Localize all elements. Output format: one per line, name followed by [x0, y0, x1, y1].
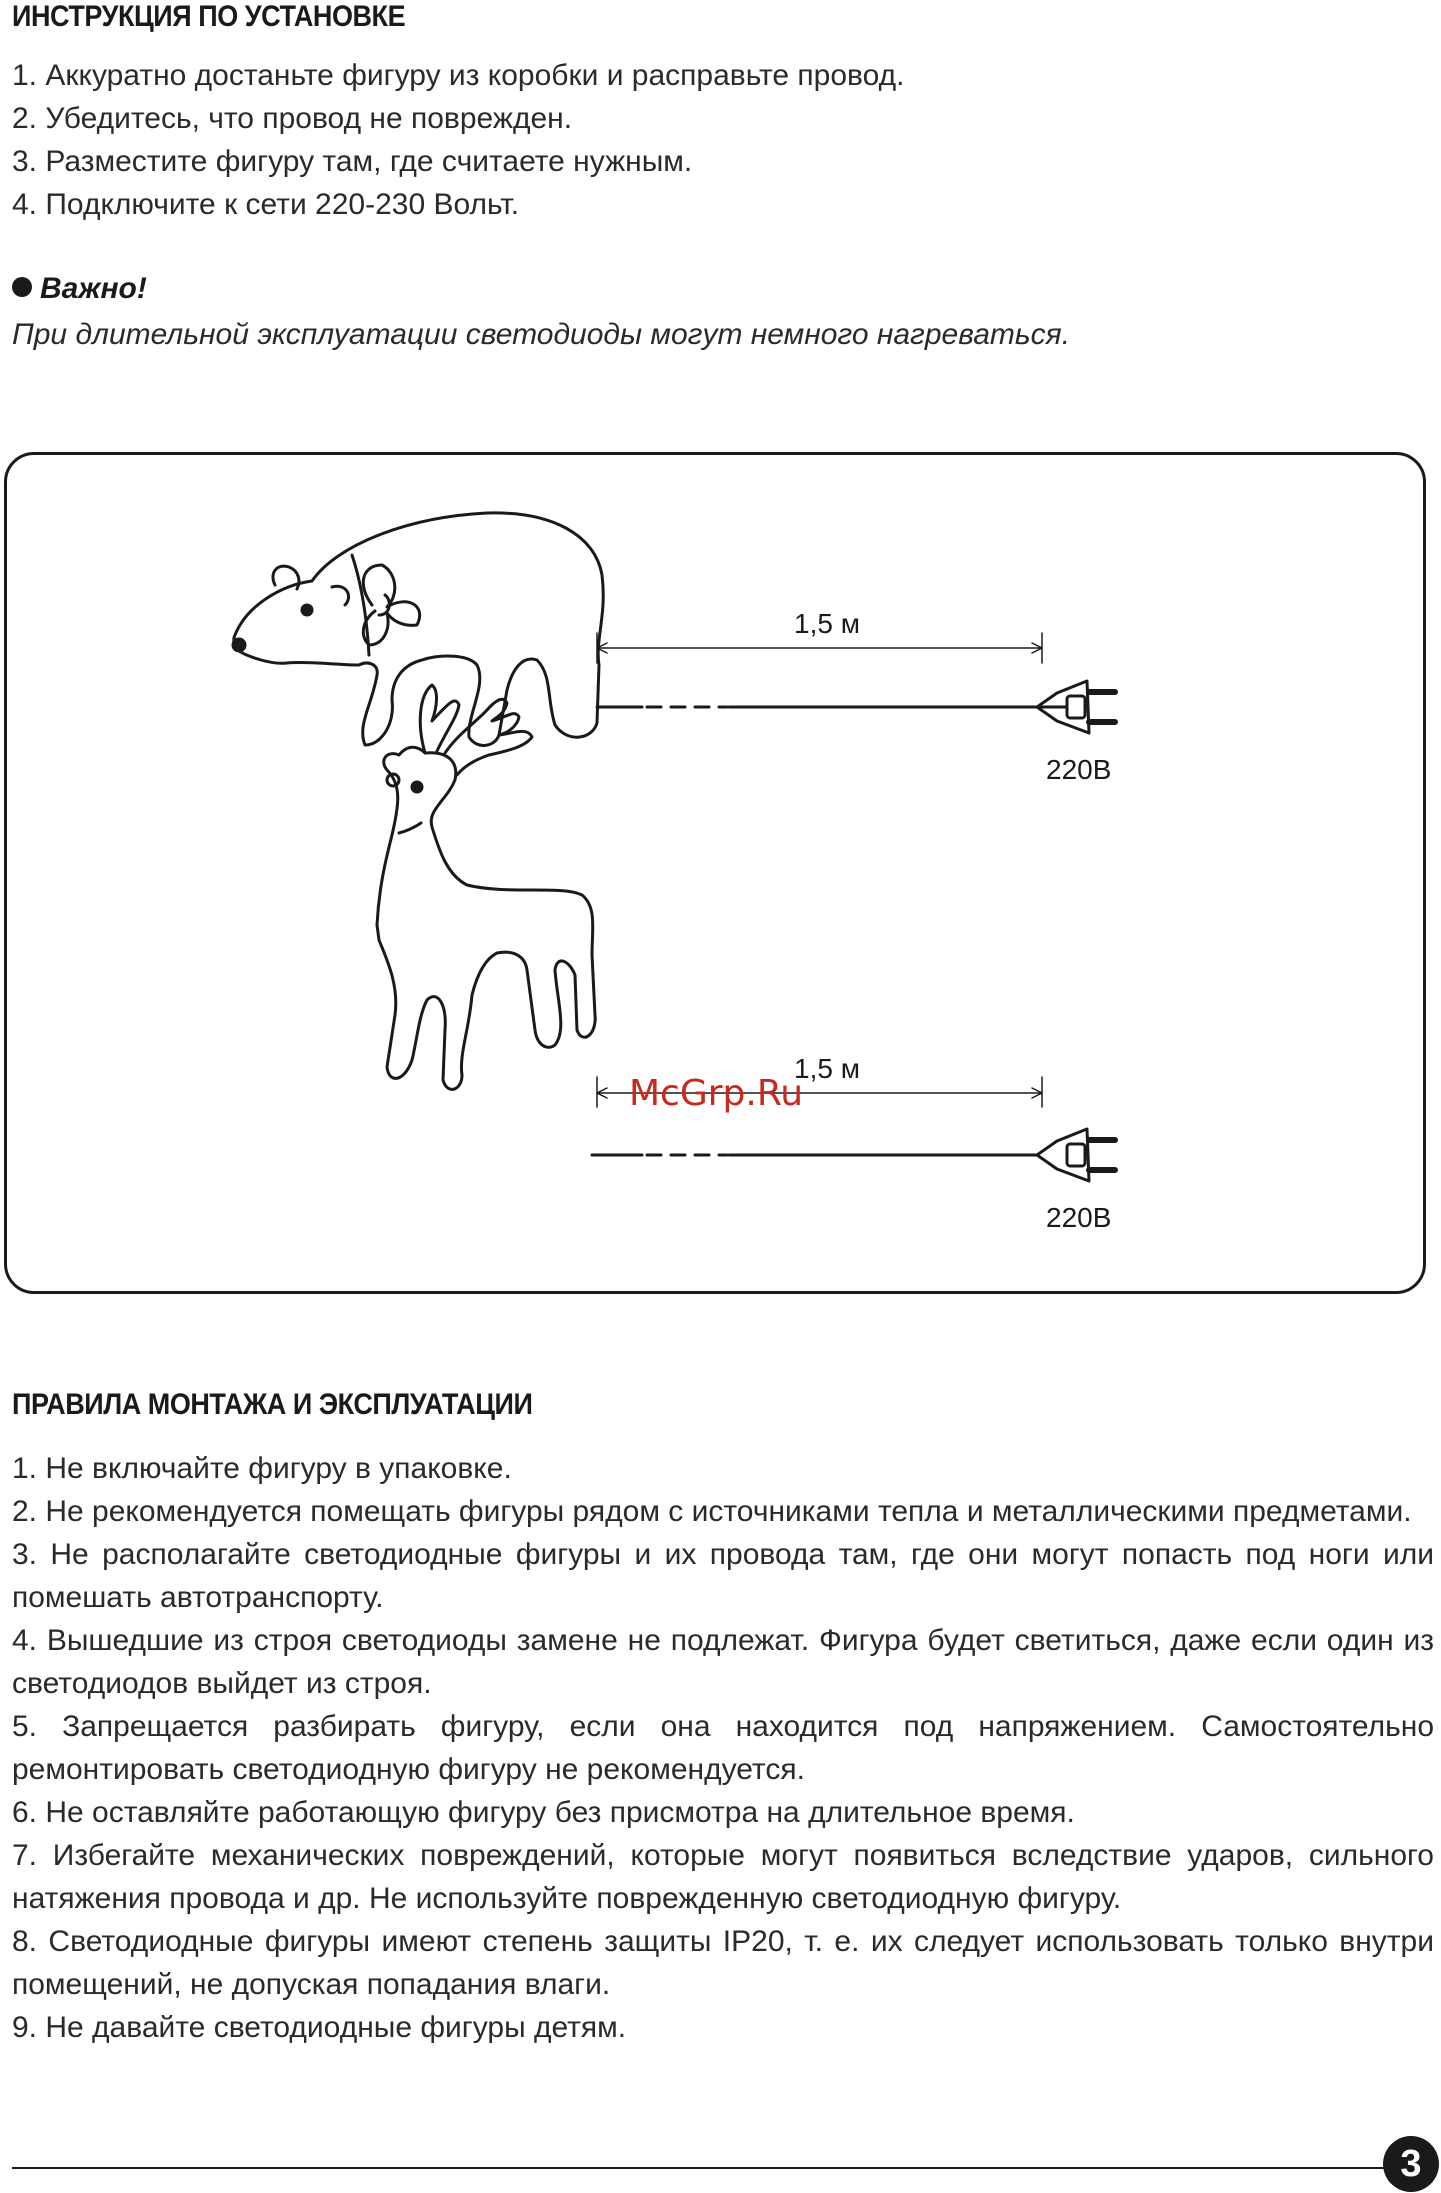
connection-diagram	[4, 452, 1426, 1294]
install-step: 3. Разместите фигуру там, где считаете нужным.	[12, 145, 693, 178]
bear-cable-length: 1,5 м	[794, 608, 860, 639]
bear-voltage: 220В	[1046, 754, 1112, 785]
install-step: 4. Подключите к сети 220-230 Вольт.	[12, 188, 520, 221]
install-step: 2. Убедитесь, что провод не поврежден.	[12, 102, 573, 135]
rules-title: ПРАВИЛА МОНТАЖА И ЭКСПЛУАТАЦИИ	[12, 1388, 533, 1421]
rule-item: 6. Не оставляйте работающую фигуру без присмотра на длительное время.	[12, 1796, 1075, 1829]
deer-voltage: 220В	[1046, 1202, 1112, 1233]
important-note: При длительной эксплуатации светодиоды могут немного нагреваться.	[12, 318, 1071, 351]
bear-nose	[233, 639, 245, 651]
deer-cable-length: 1,5 м	[794, 1053, 860, 1084]
bullet-icon	[12, 277, 32, 297]
install-step: 1. Аккуратно достаньте фигуру из коробки и расправьте провод.	[12, 59, 905, 92]
rule-item: 5. Запрещается разбирать фигуру, если она находится под напряжением. Самостоятельно ремонтировать светодиодную фигуру не рекомендуется.	[12, 1710, 1434, 1786]
deer-eye	[412, 782, 422, 792]
important-label: Важно!	[40, 272, 147, 305]
install-steps-list	[12, 54, 905, 226]
deer-mouth	[399, 823, 421, 833]
install-title: ИНСТРУКЦИЯ ПО УСТАНОВКЕ	[12, 0, 406, 33]
bear-plug-icon	[1037, 681, 1115, 733]
page-number-badge: 3	[1383, 2136, 1439, 2192]
deer-plug-icon	[1037, 1129, 1115, 1181]
diagram-canvas	[7, 455, 1429, 1297]
footer-divider	[12, 2167, 1387, 2169]
rule-item: 2. Не рекомендуется помещать фигуры рядом с источниками тепла и металлическими предметами.	[12, 1495, 1412, 1528]
rule-item: 4. Вышедшие из строя светодиоды замене не подлежат. Фигура будет светиться, даже если один из светодиодов выйдет из строя.	[12, 1624, 1434, 1700]
bear-bow	[363, 565, 419, 645]
rule-item: 7. Избегайте механических повреждений, которые могут появиться вследствие ударов, сильного натяжения провода и др. Не используйте поврежденную светодиодную фигуру.	[12, 1839, 1434, 1915]
rule-item: 3. Не располагайте светодиодные фигуры и их провода там, где они могут попасть под ноги или помешать автотранспорту.	[12, 1538, 1434, 1614]
rule-item: 9. Не давайте светодиодные фигуры детям.	[12, 2011, 627, 2044]
rule-item: 1. Не включайте фигуру в упаковке.	[12, 1452, 512, 1485]
deer-figure	[377, 747, 595, 1089]
rule-item: 8. Светодиодные фигуры имеют степень защиты IP20, т. е. их следует использовать только внутри помещений, не допуская попадания влаги.	[12, 1925, 1434, 2001]
rules-list	[12, 1447, 1434, 2049]
bear-figure	[234, 513, 603, 746]
bear-cheek	[332, 586, 349, 605]
bear-eye	[302, 605, 312, 615]
important-heading	[12, 272, 147, 306]
watermark: McGrp.Ru	[629, 1073, 804, 1114]
